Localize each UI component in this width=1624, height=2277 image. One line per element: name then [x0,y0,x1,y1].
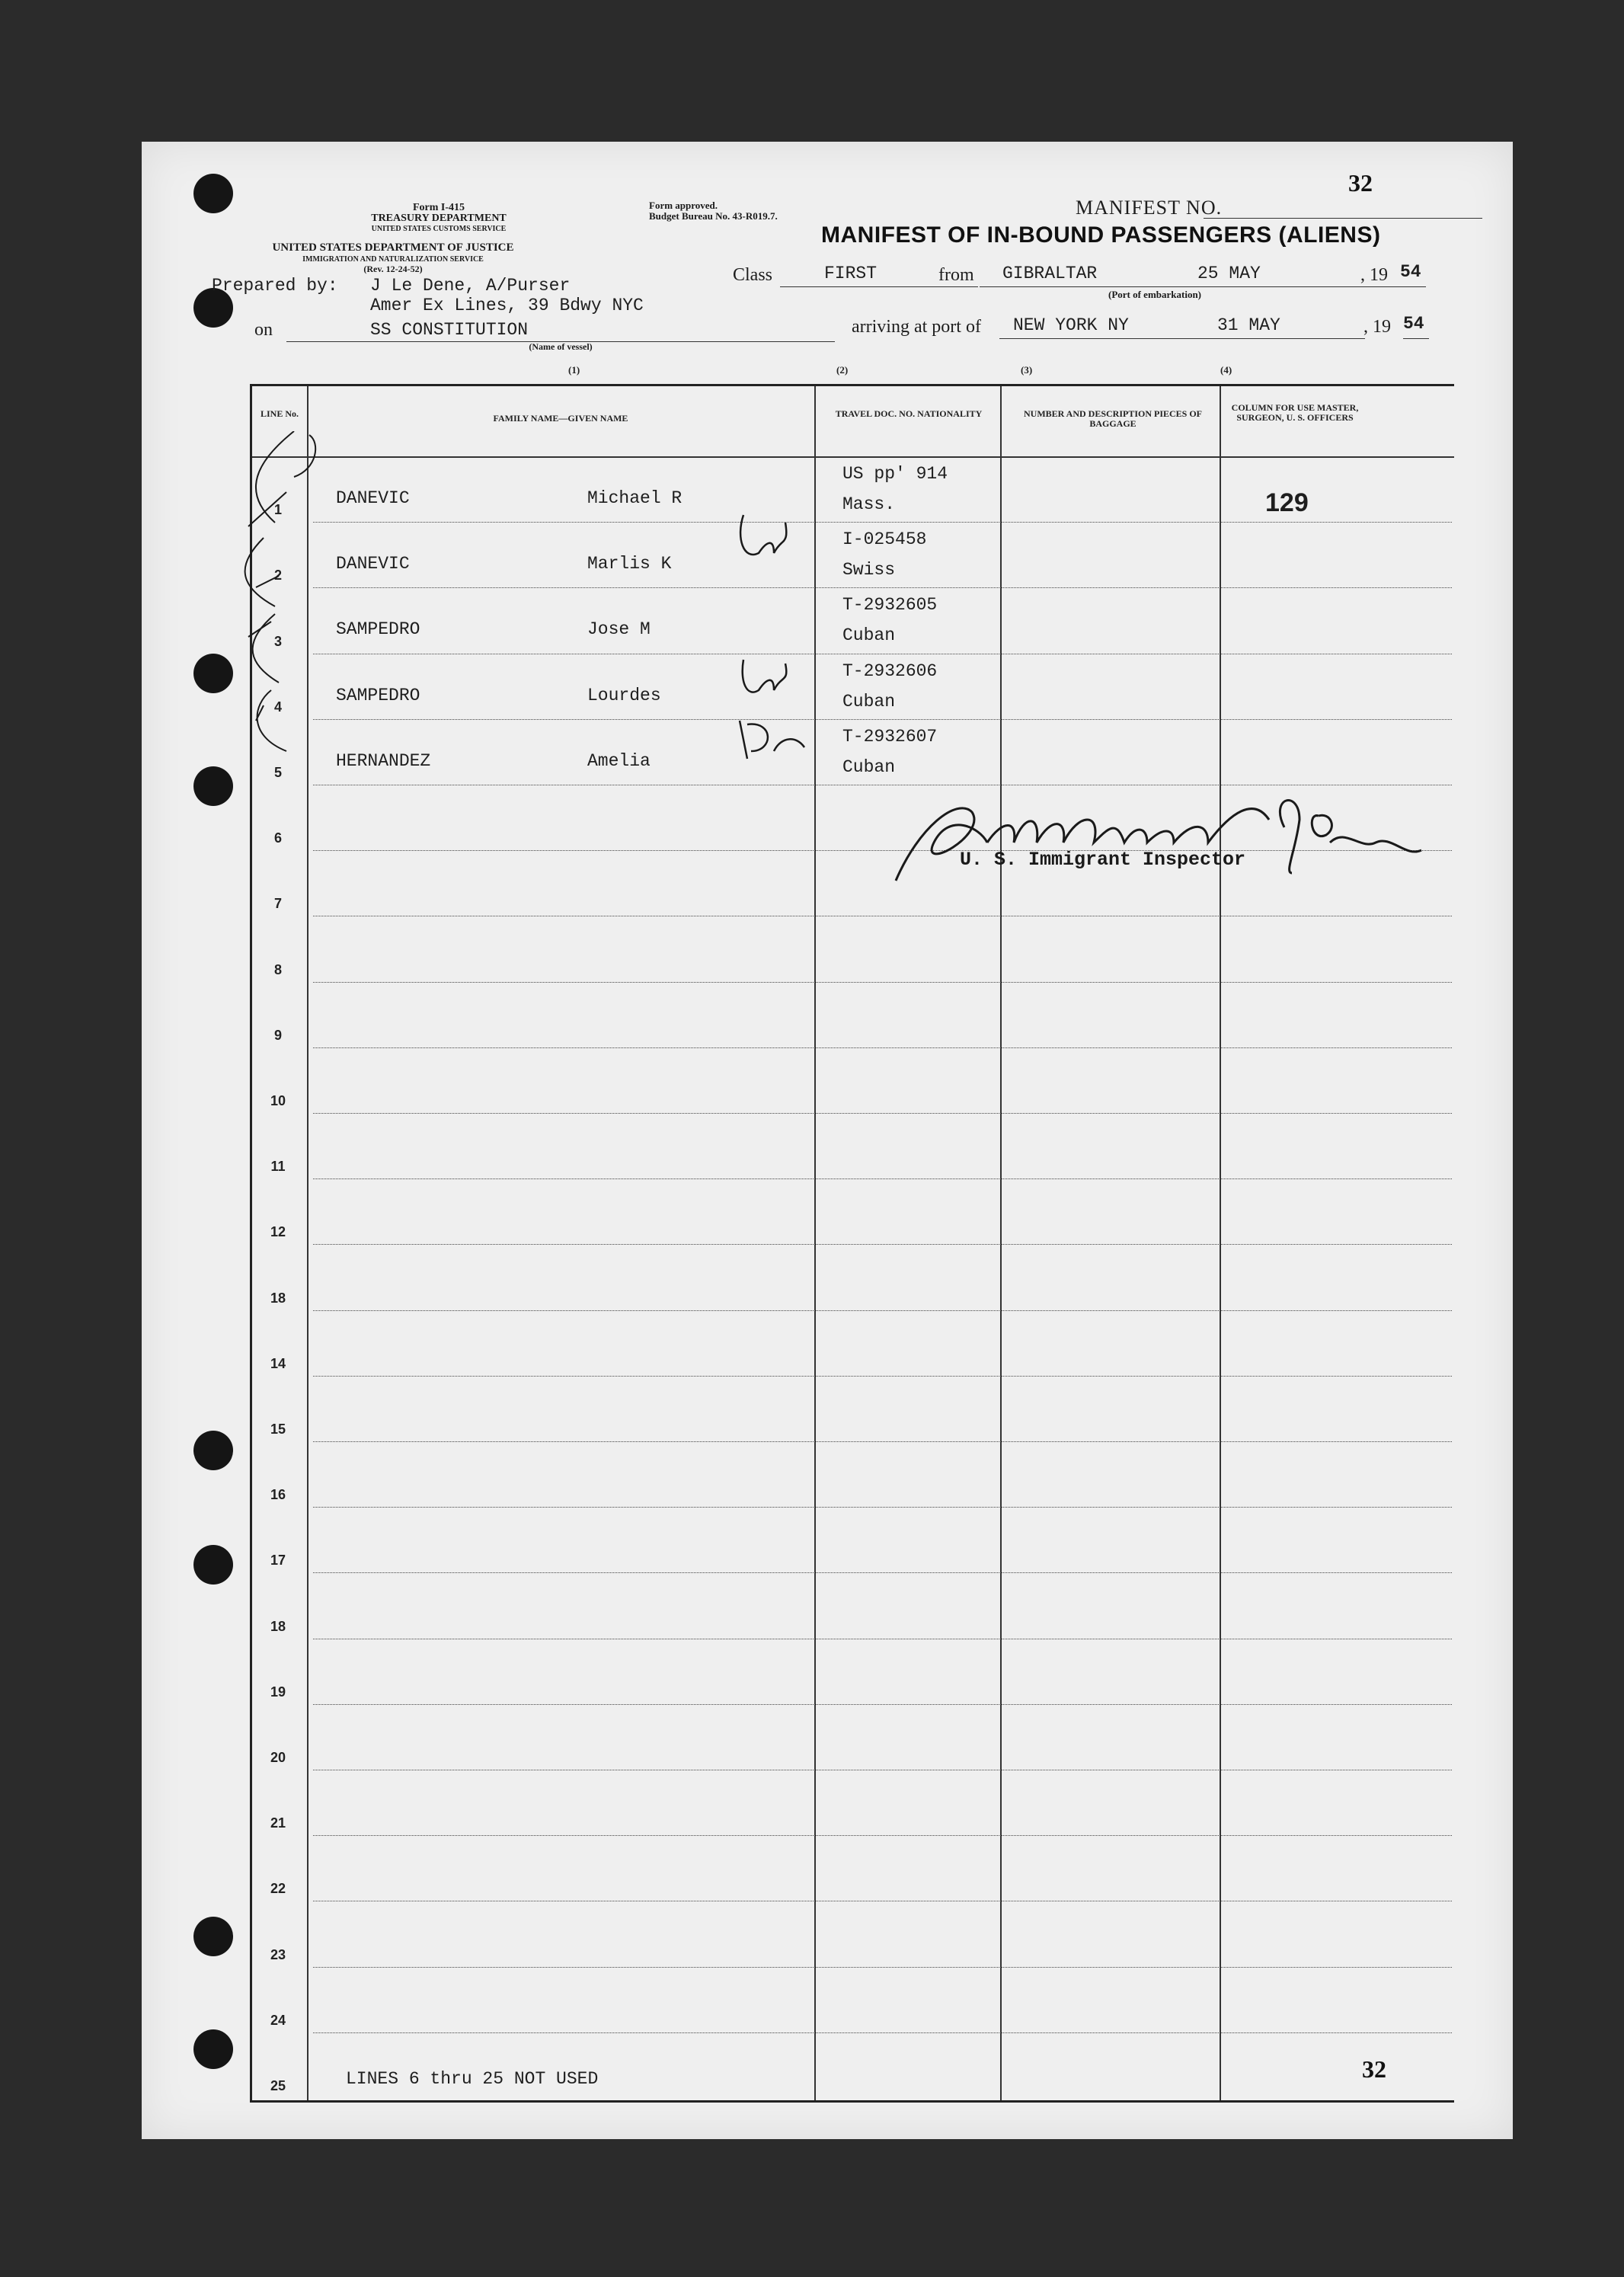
lines-not-used-note: LINES 6 thru 25 NOT USED [346,2069,599,2089]
footer-manifest-no: 32 [1362,2055,1386,2083]
row-rule [313,587,1452,588]
from-label: from [938,265,974,285]
inspector-title: U. S. Immigrant Inspector [960,849,1246,871]
col3-number: (3) [1021,364,1033,376]
line-number: 20 [270,1750,286,1765]
line-number: 18 [270,1290,286,1306]
ins-service: IMMIGRATION AND NATURALIZATION SERVICE [302,255,484,264]
given-name: Michael R [587,488,683,508]
line-number: 1 [273,502,282,518]
line-number: 5 [273,765,282,780]
row-rule [313,1967,1452,1968]
on-label: on [254,320,273,340]
budget-bureau: Budget Bureau No. 43-R019.7. [649,210,778,222]
header-officers: COLUMN FOR USE MASTER, SURGEON, U. S. OFFICERS [1231,402,1359,423]
form-number: Form I-415 [412,202,465,213]
customs-service: UNITED STATES CUSTOMS SERVICE [371,225,507,233]
line-number: 19 [270,1684,286,1700]
punch-hole [193,1431,233,1470]
manifest-no-label: MANIFEST NO. [1076,197,1223,219]
line-number: 6 [273,830,282,846]
line-number: 14 [270,1355,286,1371]
depart-year-underline [1400,286,1426,287]
line-number: 11 [270,1159,286,1175]
line-number: 24 [270,2012,286,2028]
arrival-year-underline [1403,338,1429,339]
header-line-no: LINE No. [260,408,299,419]
line-number: 10 [270,1093,286,1108]
line-number: 9 [273,1027,282,1043]
nationality: Cuban [842,625,896,646]
initials-mark [728,507,820,766]
line-number: 22 [270,1881,286,1897]
col4-number: (4) [1220,364,1232,376]
col-divider [1220,386,1221,2100]
row-rule [313,719,1452,720]
line-number: 23 [270,1946,286,1962]
arrival-year-prefix: , 19 [1363,317,1391,337]
line-number: 21 [270,1815,286,1831]
justice-dept: UNITED STATES DEPARTMENT OF JUSTICE [272,241,514,254]
punch-hole [193,2029,233,2069]
row-rule [313,2032,1452,2033]
given-name: Jose M [587,619,651,640]
row-rule [313,1178,1452,1179]
travel-doc: I-025458 [842,529,927,550]
line-number: 17 [270,1553,286,1569]
depart-year: 54 [1400,262,1421,282]
class-underline [780,286,978,287]
col1-number: (1) [568,364,580,376]
nationality: Cuban [842,756,896,777]
row-rule [313,1835,1452,1836]
row-rule [313,1310,1452,1311]
depart-date: 25 MAY [1197,264,1261,283]
line-number: 12 [270,1224,286,1240]
class-label: Class [733,265,773,285]
arrival-port: NEW YORK NY [1013,315,1129,335]
line-number: 4 [273,699,282,715]
header-name: FAMILY NAME—GIVEN NAME [493,413,628,424]
line-number: 7 [273,896,282,912]
officer-note: 129 [1265,488,1309,517]
line-number: 25 [270,2078,286,2093]
row-rule [313,1113,1452,1114]
row-rule [313,1572,1452,1573]
row-rule [313,1376,1452,1377]
arrival-date: 31 MAY [1217,315,1280,335]
header-travel-doc: TRAVEL DOC. NO. NATIONALITY [835,408,983,419]
family-name: DANEVIC [336,554,410,574]
row-rule [313,1704,1452,1705]
travel-doc: US pp' 914 [842,464,948,484]
travel-doc: T-2932606 [842,660,938,681]
vessel-caption: (Name of vessel) [529,341,593,352]
arrival-year: 54 [1403,314,1424,334]
prepared-by-line2: Amer Ex Lines, 39 Bdwy NYC [370,296,644,315]
class-value: FIRST [824,264,878,283]
revision: (Rev. 12-24-52) [363,264,423,274]
punch-hole [193,174,233,213]
given-name: Lourdes [587,685,661,705]
punch-hole [193,1917,233,1956]
row-rule [313,522,1452,523]
inspector-signature [873,782,1452,903]
family-name: DANEVIC [336,488,410,508]
from-port: GIBRALTAR [1002,264,1098,283]
family-name: SAMPEDRO [336,685,420,705]
depart-year-prefix: , 19 [1360,265,1388,285]
vessel-name: SS CONSTITUTION [370,320,529,340]
header-baggage: NUMBER AND DESCRIPTION PIECES OF BAGGAGE [1023,408,1203,429]
row-rule [313,1507,1452,1508]
port-embark-caption: (Port of embarkation) [1108,289,1202,300]
given-name: Amelia [587,750,651,771]
form-approved: Form approved. [649,200,718,211]
row-rule [313,1047,1452,1048]
treasury-dept: TREASURY DEPARTMENT [371,213,507,224]
manifest-no-underline [1204,218,1482,219]
col-divider [1000,386,1002,2100]
nationality: Cuban [842,691,896,712]
nationality: Mass. [842,494,896,514]
prepared-by-label: Prepared by: [212,276,338,296]
manifest-sheet [142,142,1513,2139]
manifest-no: 32 [1348,169,1373,197]
manifest-title: MANIFEST OF IN-BOUND PASSENGERS (ALIENS) [821,222,1381,248]
line-number: 2 [273,568,282,584]
travel-doc: T-2932607 [842,726,938,747]
check-marks [142,431,462,934]
line-number: 15 [270,1422,286,1437]
nationality: Swiss [842,560,896,580]
line-number: 18 [270,1618,286,1634]
prepared-by-line1: J Le Dene, A/Purser [370,276,571,296]
line-number: 8 [273,961,282,977]
travel-doc: T-2932605 [842,595,938,616]
arrival-underline [999,338,1365,339]
family-name: SAMPEDRO [336,619,420,640]
col2-number: (2) [836,364,849,376]
row-rule [313,1441,1452,1442]
punch-hole [193,1545,233,1585]
line-number: 16 [270,1487,286,1503]
row-rule [313,982,1452,983]
line-number: 3 [273,633,282,649]
family-name: HERNANDEZ [336,750,431,771]
arriving-label: arriving at port of [852,317,981,337]
row-rule [313,1244,1452,1245]
given-name: Marlis K [587,554,672,574]
from-underline [980,286,1424,287]
